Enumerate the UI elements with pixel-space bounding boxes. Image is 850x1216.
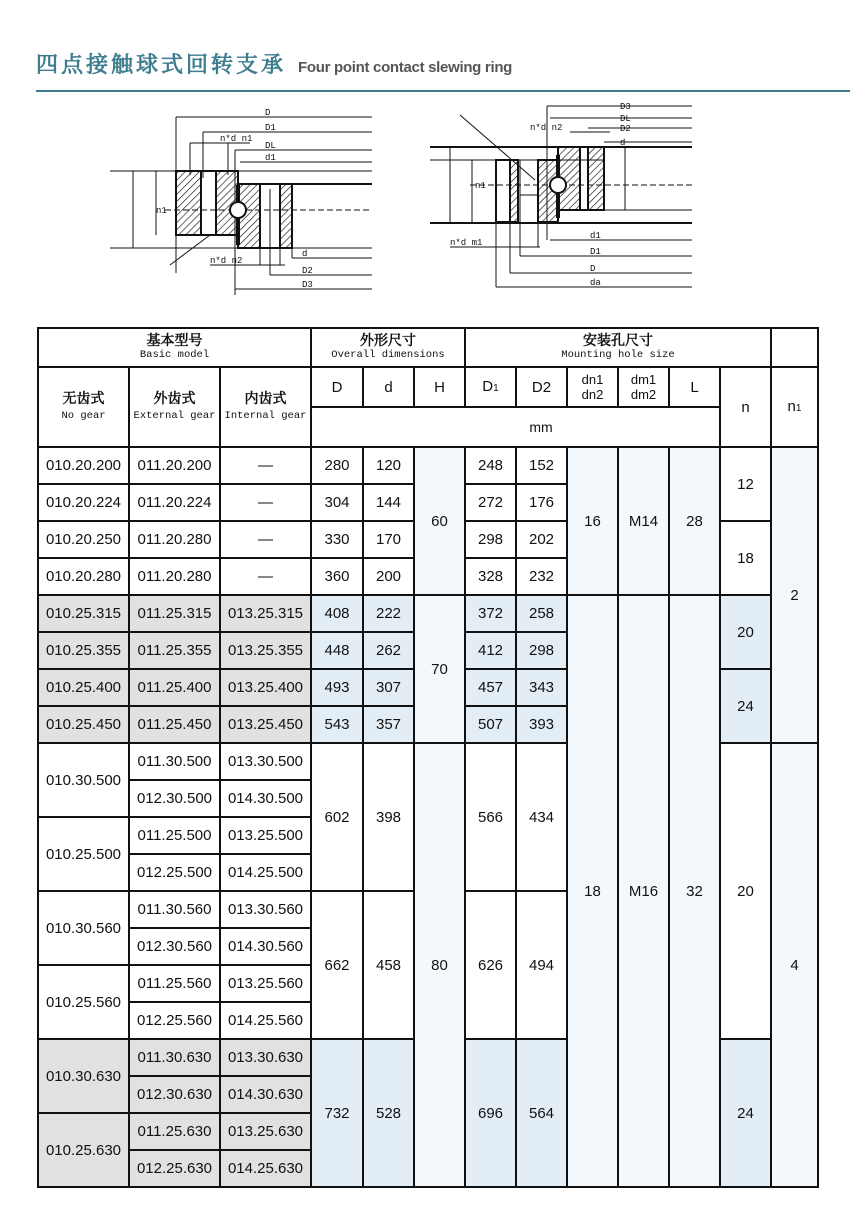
header-no-gear-en: No gear bbox=[61, 410, 106, 422]
header-internal-en: Internal gear bbox=[224, 410, 307, 422]
label-nd-n2: n*d n2 bbox=[210, 256, 243, 266]
cell-internal: 013.30.560 bbox=[220, 891, 311, 928]
cell-L: 32 bbox=[669, 595, 720, 1187]
header-L: L bbox=[669, 367, 720, 407]
cell-external: 011.25.355 bbox=[129, 632, 220, 669]
cell-n: 24 bbox=[720, 1039, 771, 1187]
cell-d: 307 bbox=[363, 669, 414, 706]
cell-internal: 014.25.630 bbox=[220, 1150, 311, 1187]
cell-n1: 4 bbox=[771, 743, 818, 1187]
cell-no-gear: 010.30.560 bbox=[38, 891, 129, 965]
header-dm bbox=[618, 367, 669, 407]
header-no-gear-cn: 无齿式 bbox=[62, 391, 105, 407]
cell-D1: 328 bbox=[465, 558, 516, 595]
cell-d: 222 bbox=[363, 595, 414, 632]
label-da: da bbox=[590, 278, 601, 288]
header-internal-cn: 内齿式 bbox=[244, 391, 287, 407]
header-external-cn: 外齿式 bbox=[153, 391, 196, 407]
cross-section-drawing bbox=[110, 105, 380, 295]
cell-internal: 013.25.355 bbox=[220, 632, 311, 669]
cell-internal: 013.25.450 bbox=[220, 706, 311, 743]
cell-no-gear: 010.20.200 bbox=[38, 447, 129, 484]
cell-external: 012.25.560 bbox=[129, 1002, 220, 1039]
cell-external: 011.30.560 bbox=[129, 891, 220, 928]
cell-d: 458 bbox=[363, 891, 414, 1039]
cell-dn: 18 bbox=[567, 595, 618, 1187]
cell-external: 011.25.560 bbox=[129, 965, 220, 1002]
header-internal-gear bbox=[220, 367, 311, 447]
cell-internal: 014.30.500 bbox=[220, 780, 311, 817]
cell-D2: 494 bbox=[516, 891, 567, 1039]
cell-d: 262 bbox=[363, 632, 414, 669]
cell-external: 011.25.400 bbox=[129, 669, 220, 706]
header-dn1: dn1 bbox=[581, 372, 604, 387]
column-header-row bbox=[38, 367, 818, 407]
cell-D1: 412 bbox=[465, 632, 516, 669]
cell-D: 330 bbox=[311, 521, 363, 558]
cell-D: 280 bbox=[311, 447, 363, 484]
cell-no-gear: 010.20.250 bbox=[38, 521, 129, 558]
header-H: H bbox=[414, 367, 465, 407]
cell-external: 012.25.500 bbox=[129, 854, 220, 891]
header-basic-model-cn: 基本型号 bbox=[146, 333, 203, 349]
cell-external: 011.20.200 bbox=[129, 447, 220, 484]
cell-external: 011.20.280 bbox=[129, 558, 220, 595]
label-d: d bbox=[620, 138, 626, 148]
cell-n: 12 bbox=[720, 447, 771, 521]
label-D: D bbox=[590, 264, 596, 274]
cell-d: 170 bbox=[363, 521, 414, 558]
header-external-en: External gear bbox=[133, 410, 216, 422]
cell-internal: 013.25.315 bbox=[220, 595, 311, 632]
label-D2: D2 bbox=[302, 266, 313, 276]
cell-D2: 258 bbox=[516, 595, 567, 632]
cell-external: 011.20.280 bbox=[129, 521, 220, 558]
cell-external: 012.30.560 bbox=[129, 928, 220, 965]
cell-H: 70 bbox=[414, 595, 465, 743]
label-nd-n2: n*d n2 bbox=[530, 123, 563, 133]
cell-d: 144 bbox=[363, 484, 414, 521]
title-divider bbox=[36, 90, 850, 92]
cell-d: 398 bbox=[363, 743, 414, 891]
cell-D1: 626 bbox=[465, 891, 516, 1039]
cell-internal: 013.25.560 bbox=[220, 965, 311, 1002]
cell-D2: 343 bbox=[516, 669, 567, 706]
cell-D1: 566 bbox=[465, 743, 516, 891]
label-d1: d1 bbox=[265, 153, 276, 163]
cell-D1: 372 bbox=[465, 595, 516, 632]
cell-n: 24 bbox=[720, 669, 771, 743]
cell-internal: 013.25.400 bbox=[220, 669, 311, 706]
header-n: n bbox=[720, 367, 771, 447]
header-external-gear bbox=[129, 367, 220, 447]
cell-external: 012.25.630 bbox=[129, 1150, 220, 1187]
label-D1: D1 bbox=[265, 123, 276, 133]
cell-D: 732 bbox=[311, 1039, 363, 1187]
label-n1: n1 bbox=[475, 181, 486, 191]
table-row bbox=[38, 447, 818, 484]
cell-L: 28 bbox=[669, 447, 720, 595]
cell-D: 662 bbox=[311, 891, 363, 1039]
header-overall-cn: 外形尺寸 bbox=[360, 333, 416, 349]
cell-D1: 696 bbox=[465, 1039, 516, 1187]
header-overall-en: Overall dimensions bbox=[331, 349, 445, 361]
cell-internal: 014.25.500 bbox=[220, 854, 311, 891]
cell-external: 011.25.500 bbox=[129, 817, 220, 854]
cell-no-gear: 010.25.630 bbox=[38, 1113, 129, 1187]
cell-d: 120 bbox=[363, 447, 414, 484]
cell-external: 011.20.224 bbox=[129, 484, 220, 521]
cell-no-gear: 010.25.355 bbox=[38, 632, 129, 669]
header-D1-sub: 1 bbox=[493, 382, 499, 394]
cell-D: 493 bbox=[311, 669, 363, 706]
header-D: D bbox=[311, 367, 363, 407]
cell-external: 012.30.630 bbox=[129, 1076, 220, 1113]
cell-D: 448 bbox=[311, 632, 363, 669]
diagram-cross-section-left bbox=[110, 105, 380, 295]
header-mounting-en: Mounting hole size bbox=[561, 349, 675, 361]
header-dn2: dn2 bbox=[581, 387, 604, 402]
cell-D1: 457 bbox=[465, 669, 516, 706]
header-n1 bbox=[771, 367, 818, 447]
header-D1-main: D bbox=[482, 377, 494, 395]
title-chinese: 四点接触球式回转支承 bbox=[36, 53, 287, 78]
cell-D2: 152 bbox=[516, 447, 567, 484]
label-nd-m1: n*d m1 bbox=[450, 238, 483, 248]
cell-D1: 298 bbox=[465, 521, 516, 558]
label-DL: DL bbox=[265, 141, 276, 151]
cell-no-gear: 010.25.560 bbox=[38, 965, 129, 1039]
header-n1-main: n bbox=[787, 397, 796, 415]
spec-table bbox=[37, 327, 819, 1188]
cell-n1: 2 bbox=[771, 447, 818, 743]
label-nd-n1: n*d n1 bbox=[220, 134, 253, 144]
cell-D2: 176 bbox=[516, 484, 567, 521]
cell-internal: 014.30.560 bbox=[220, 928, 311, 965]
label-n1: n1 bbox=[156, 206, 167, 216]
cell-n: 20 bbox=[720, 743, 771, 1039]
cell-D: 602 bbox=[311, 743, 363, 891]
cell-no-gear: 010.25.450 bbox=[38, 706, 129, 743]
cell-internal: 013.30.500 bbox=[220, 743, 311, 780]
cell-no-gear: 010.20.280 bbox=[38, 558, 129, 595]
cell-external: 011.30.630 bbox=[129, 1039, 220, 1076]
page-header bbox=[36, 48, 512, 82]
cell-external: 011.25.315 bbox=[129, 595, 220, 632]
cell-D: 543 bbox=[311, 706, 363, 743]
header-mounting-hole-size bbox=[465, 328, 771, 367]
cell-internal: — bbox=[220, 484, 311, 521]
header-basic-model-en: Basic model bbox=[139, 349, 210, 361]
header-D2: D2 bbox=[516, 367, 567, 407]
cell-n: 20 bbox=[720, 595, 771, 669]
cell-D: 408 bbox=[311, 595, 363, 632]
cell-D2: 393 bbox=[516, 706, 567, 743]
header-no-gear bbox=[38, 367, 129, 447]
cell-no-gear: 010.30.500 bbox=[38, 743, 129, 817]
cell-D2: 298 bbox=[516, 632, 567, 669]
cell-no-gear: 010.30.630 bbox=[38, 1039, 129, 1113]
header-dm1: dm1 bbox=[630, 372, 657, 387]
table-row bbox=[38, 595, 818, 632]
cell-dm: M16 bbox=[618, 595, 669, 1187]
header-D1 bbox=[465, 367, 516, 407]
cell-D2: 202 bbox=[516, 521, 567, 558]
cell-D1: 248 bbox=[465, 447, 516, 484]
header-mounting-cn: 安装孔尺寸 bbox=[583, 333, 653, 349]
cell-n: 18 bbox=[720, 521, 771, 595]
label-D1: D1 bbox=[590, 247, 601, 257]
label-DL: DL bbox=[620, 114, 631, 124]
cell-d: 528 bbox=[363, 1039, 414, 1187]
cell-D: 304 bbox=[311, 484, 363, 521]
cell-d: 357 bbox=[363, 706, 414, 743]
cell-internal: 014.25.560 bbox=[220, 1002, 311, 1039]
cell-internal: — bbox=[220, 558, 311, 595]
cell-internal: 014.30.630 bbox=[220, 1076, 311, 1113]
cell-no-gear: 010.25.500 bbox=[38, 817, 129, 891]
header-overall-dimensions bbox=[311, 328, 465, 367]
cell-H: 60 bbox=[414, 447, 465, 595]
header-dm2: dm2 bbox=[630, 387, 657, 402]
label-D: D bbox=[265, 108, 271, 118]
cell-D: 360 bbox=[311, 558, 363, 595]
label-D3: D3 bbox=[302, 280, 313, 290]
header-dn bbox=[567, 367, 618, 407]
label-D3: D3 bbox=[620, 102, 631, 112]
cell-internal: 013.30.630 bbox=[220, 1039, 311, 1076]
cell-D1: 507 bbox=[465, 706, 516, 743]
cell-D1: 272 bbox=[465, 484, 516, 521]
label-D2: D2 bbox=[620, 124, 631, 134]
unit-label: mm bbox=[311, 407, 771, 447]
cell-D2: 232 bbox=[516, 558, 567, 595]
cell-dn: 16 bbox=[567, 447, 618, 595]
cell-dm: M14 bbox=[618, 447, 669, 595]
label-d1: d1 bbox=[590, 231, 601, 241]
cell-internal: — bbox=[220, 521, 311, 558]
group-header-row bbox=[38, 328, 818, 367]
header-basic-model bbox=[38, 328, 311, 367]
cell-d: 200 bbox=[363, 558, 414, 595]
cell-no-gear: 010.20.224 bbox=[38, 484, 129, 521]
cell-no-gear: 010.25.315 bbox=[38, 595, 129, 632]
cell-internal: 013.25.500 bbox=[220, 817, 311, 854]
cell-internal: — bbox=[220, 447, 311, 484]
header-empty bbox=[771, 328, 818, 367]
label-d: d bbox=[302, 249, 308, 259]
title-english: Four point contact slewing ring bbox=[298, 59, 513, 76]
cell-external: 011.30.500 bbox=[129, 743, 220, 780]
cross-section-drawing-external bbox=[430, 100, 695, 295]
cell-external: 011.25.450 bbox=[129, 706, 220, 743]
cell-external: 012.30.500 bbox=[129, 780, 220, 817]
cell-H: 80 bbox=[414, 743, 465, 1187]
cell-no-gear: 010.25.400 bbox=[38, 669, 129, 706]
header-d: d bbox=[363, 367, 414, 407]
cell-D2: 434 bbox=[516, 743, 567, 891]
cell-external: 011.25.630 bbox=[129, 1113, 220, 1150]
cell-internal: 013.25.630 bbox=[220, 1113, 311, 1150]
header-n1-sub: 1 bbox=[795, 402, 802, 414]
diagram-cross-section-right bbox=[430, 100, 695, 295]
cell-D2: 564 bbox=[516, 1039, 567, 1187]
